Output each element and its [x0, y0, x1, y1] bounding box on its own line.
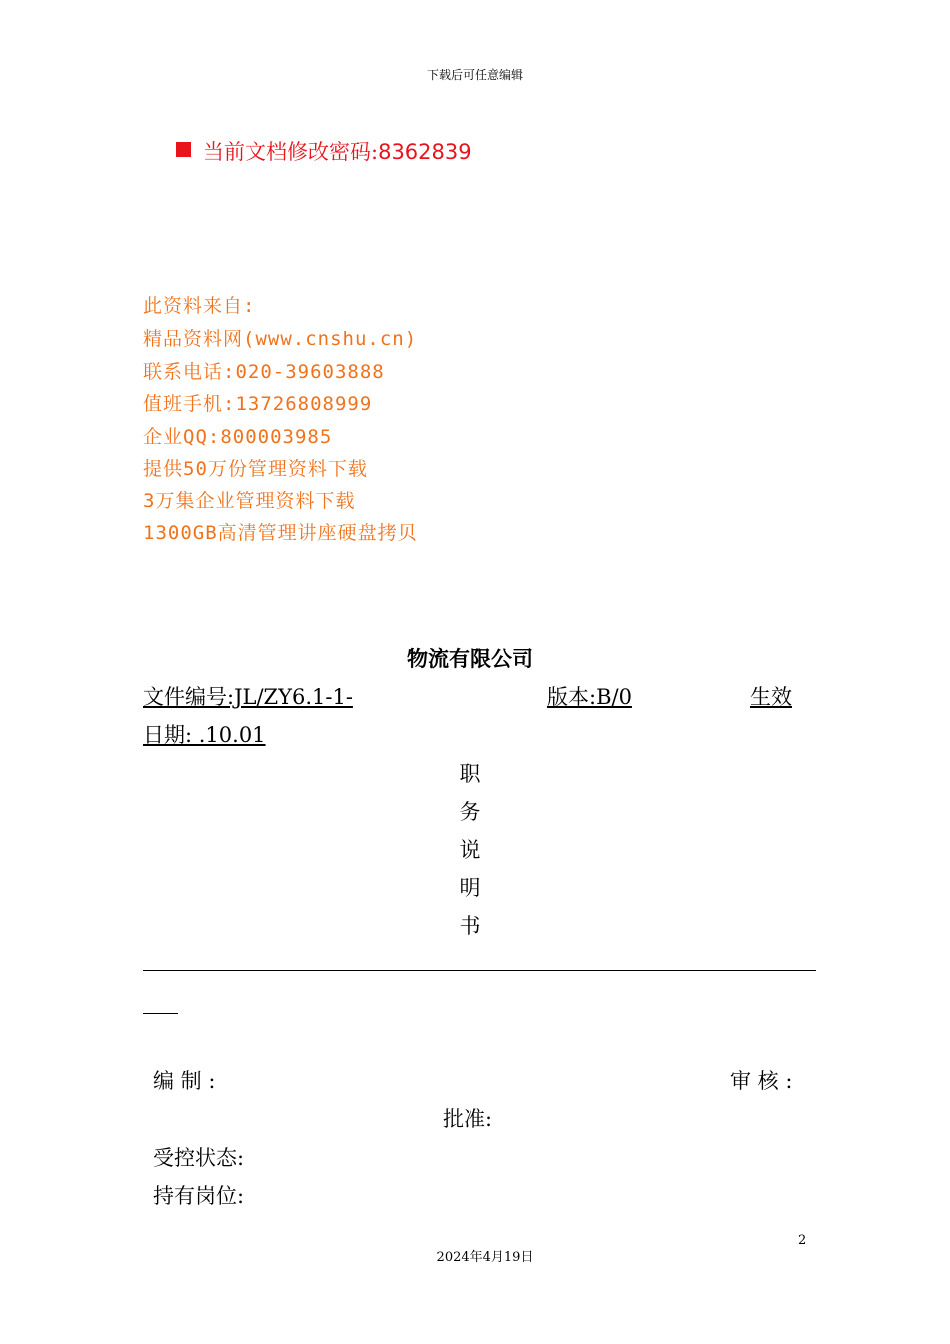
effective-date: 日期: .10.01	[143, 723, 266, 747]
page-number: 2	[798, 1233, 807, 1248]
separator-line	[143, 1013, 178, 1014]
file-number: 文件编号:JL/ZY6.1-1-	[143, 685, 353, 709]
ad-line: 企业QQ:800003985	[143, 426, 333, 448]
ad-line: 精品资料网(www.cnshu.cn)	[143, 328, 418, 350]
control-status: 受控状态:	[153, 1146, 245, 1170]
ad-line: 此资料来自:	[143, 295, 256, 317]
ad-line: 3万集企业管理资料下载	[143, 490, 356, 512]
separator-line	[143, 970, 816, 971]
title-char: 说	[459, 838, 481, 862]
reviewed-by: 审 核 :	[730, 1069, 793, 1093]
version: 版本:B/0	[547, 685, 632, 709]
effective-label: 生效	[750, 685, 792, 709]
holder-position: 持有岗位:	[153, 1184, 245, 1208]
ad-line: 联系电话:020-39603888	[143, 361, 385, 383]
red-square-icon	[176, 142, 191, 157]
title-char: 明	[459, 876, 481, 900]
prepared-by: 编 制 :	[153, 1069, 216, 1093]
ad-line: 提供50万份管理资料下载	[143, 458, 368, 480]
footer-date: 2024年4月19日	[436, 1250, 534, 1265]
company-name: 物流有限公司	[407, 646, 533, 671]
approved-by: 批准:	[443, 1107, 493, 1131]
ad-line: 值班手机:13726808999	[143, 393, 373, 415]
title-char: 书	[459, 914, 481, 938]
header-note: 下载后可任意编辑	[426, 68, 523, 82]
title-char: 务	[459, 800, 481, 824]
ad-line: 1300GB高清管理讲座硬盘拷贝	[143, 522, 418, 544]
password-label: 当前文档修改密码:	[203, 140, 379, 164]
password-notice	[176, 136, 472, 166]
password-value: 8362839	[378, 140, 472, 164]
title-char: 职	[459, 762, 481, 786]
